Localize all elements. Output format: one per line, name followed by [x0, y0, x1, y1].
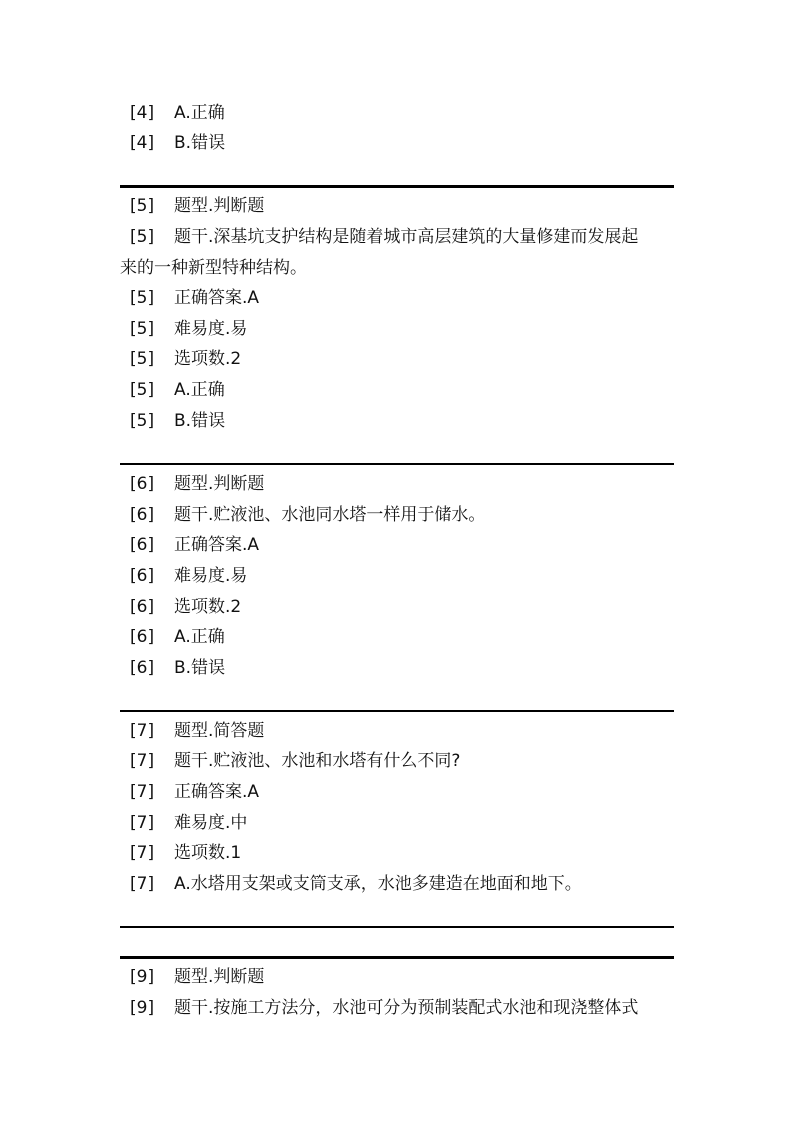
- q5-answer-text: 正确答案.A: [174, 288, 260, 308]
- q5-option-a: [130, 379, 225, 401]
- q6-option-b: [130, 657, 225, 679]
- q5-option-b: [130, 410, 225, 432]
- q6-number: [6]: [130, 597, 155, 617]
- q5-stem: [130, 226, 638, 248]
- separator-rule: [120, 463, 674, 465]
- q5-number: [5]: [130, 380, 155, 400]
- q6-option-count-text: 选项数.2: [174, 597, 242, 617]
- q5-number: [5]: [130, 349, 155, 369]
- q9-type: [130, 966, 264, 988]
- q4-option-b-text: B.错误: [174, 133, 226, 153]
- q6-stem: [130, 504, 485, 526]
- q7-number: [7]: [130, 874, 155, 894]
- q7-number: [7]: [130, 721, 155, 741]
- q6-option-count: [130, 596, 241, 618]
- q7-type: [130, 720, 264, 742]
- q9-stem-text: 题干.按施工方法分，水池可分为预制装配式水池和现浇整体式: [174, 998, 639, 1018]
- q6-type: [130, 473, 264, 495]
- q6-difficulty: [130, 565, 247, 587]
- q9-type-text: 题型.判断题: [174, 967, 265, 987]
- q7-answer: [130, 781, 259, 803]
- q6-option-a: [130, 626, 225, 648]
- q5-difficulty-text: 难易度.易: [174, 319, 248, 339]
- q6-answer: [130, 534, 259, 556]
- q5-number: [5]: [130, 196, 155, 216]
- q7-difficulty: [130, 812, 247, 834]
- q9-stem: [130, 997, 638, 1019]
- q5-type: [130, 195, 264, 217]
- q5-option-count-text: 选项数.2: [174, 349, 242, 369]
- q7-number: [7]: [130, 843, 155, 863]
- q6-option-b-text: B.错误: [174, 658, 226, 678]
- q7-option-a-text: A.水塔用支架或支筒支承，水池多建造在地面和地下。: [174, 874, 582, 894]
- q6-stem-text: 题干.贮液池、水池同水塔一样用于储水。: [174, 505, 486, 525]
- q9-number: [9]: [130, 967, 155, 987]
- q5-answer: [130, 287, 259, 309]
- q6-difficulty-text: 难易度.易: [174, 566, 248, 586]
- q9-number: [9]: [130, 998, 155, 1018]
- q5-type-text: 题型.判断题: [174, 196, 265, 216]
- q6-type-text: 题型.判断题: [174, 474, 265, 494]
- q7-number: [7]: [130, 782, 155, 802]
- q4-option-a-text: A.正确: [174, 103, 225, 123]
- separator-rule: [120, 926, 674, 928]
- separator-rule: [120, 185, 674, 188]
- q5-stem-text: 题干.深基坑支护结构是随着城市高层建筑的大量修建而发展起: [174, 227, 639, 247]
- q5-difficulty: [130, 318, 247, 340]
- q4-option-a: [130, 102, 225, 124]
- q7-stem: [130, 750, 460, 772]
- q6-number: [6]: [130, 566, 155, 586]
- q7-option-count: [130, 842, 241, 864]
- q6-number: [6]: [130, 535, 155, 555]
- q5-option-a-text: A.正确: [174, 380, 225, 400]
- q7-option-count-text: 选项数.1: [174, 843, 242, 863]
- q5-option-b-text: B.错误: [174, 411, 226, 431]
- q6-option-a-text: A.正确: [174, 627, 225, 647]
- q6-answer-text: 正确答案.A: [174, 535, 260, 555]
- q6-number: [6]: [130, 658, 155, 678]
- q5-number: [5]: [130, 288, 155, 308]
- q7-difficulty-text: 难易度.中: [174, 813, 248, 833]
- q4-number: [4]: [130, 133, 155, 153]
- q6-number: [6]: [130, 474, 155, 494]
- q5-number: [5]: [130, 227, 155, 247]
- separator-rule: [120, 956, 674, 959]
- q5-number: [5]: [130, 411, 155, 431]
- q6-number: [6]: [130, 505, 155, 525]
- q7-number: [7]: [130, 751, 155, 771]
- q5-number: [5]: [130, 319, 155, 339]
- q5-stem-continuation: 来的一种新型特种结构。: [120, 258, 307, 278]
- q7-number: [7]: [130, 813, 155, 833]
- q7-answer-text: 正确答案.A: [174, 782, 260, 802]
- q5-option-count: [130, 348, 241, 370]
- q4-number: [4]: [130, 103, 155, 123]
- q7-stem-text: 题干.贮液池、水池和水塔有什么不同?: [174, 751, 461, 771]
- q7-type-text: 题型.简答题: [174, 721, 265, 741]
- q7-option-a: [130, 873, 582, 895]
- q6-number: [6]: [130, 627, 155, 647]
- q4-option-b: [130, 132, 225, 154]
- separator-rule: [120, 710, 674, 712]
